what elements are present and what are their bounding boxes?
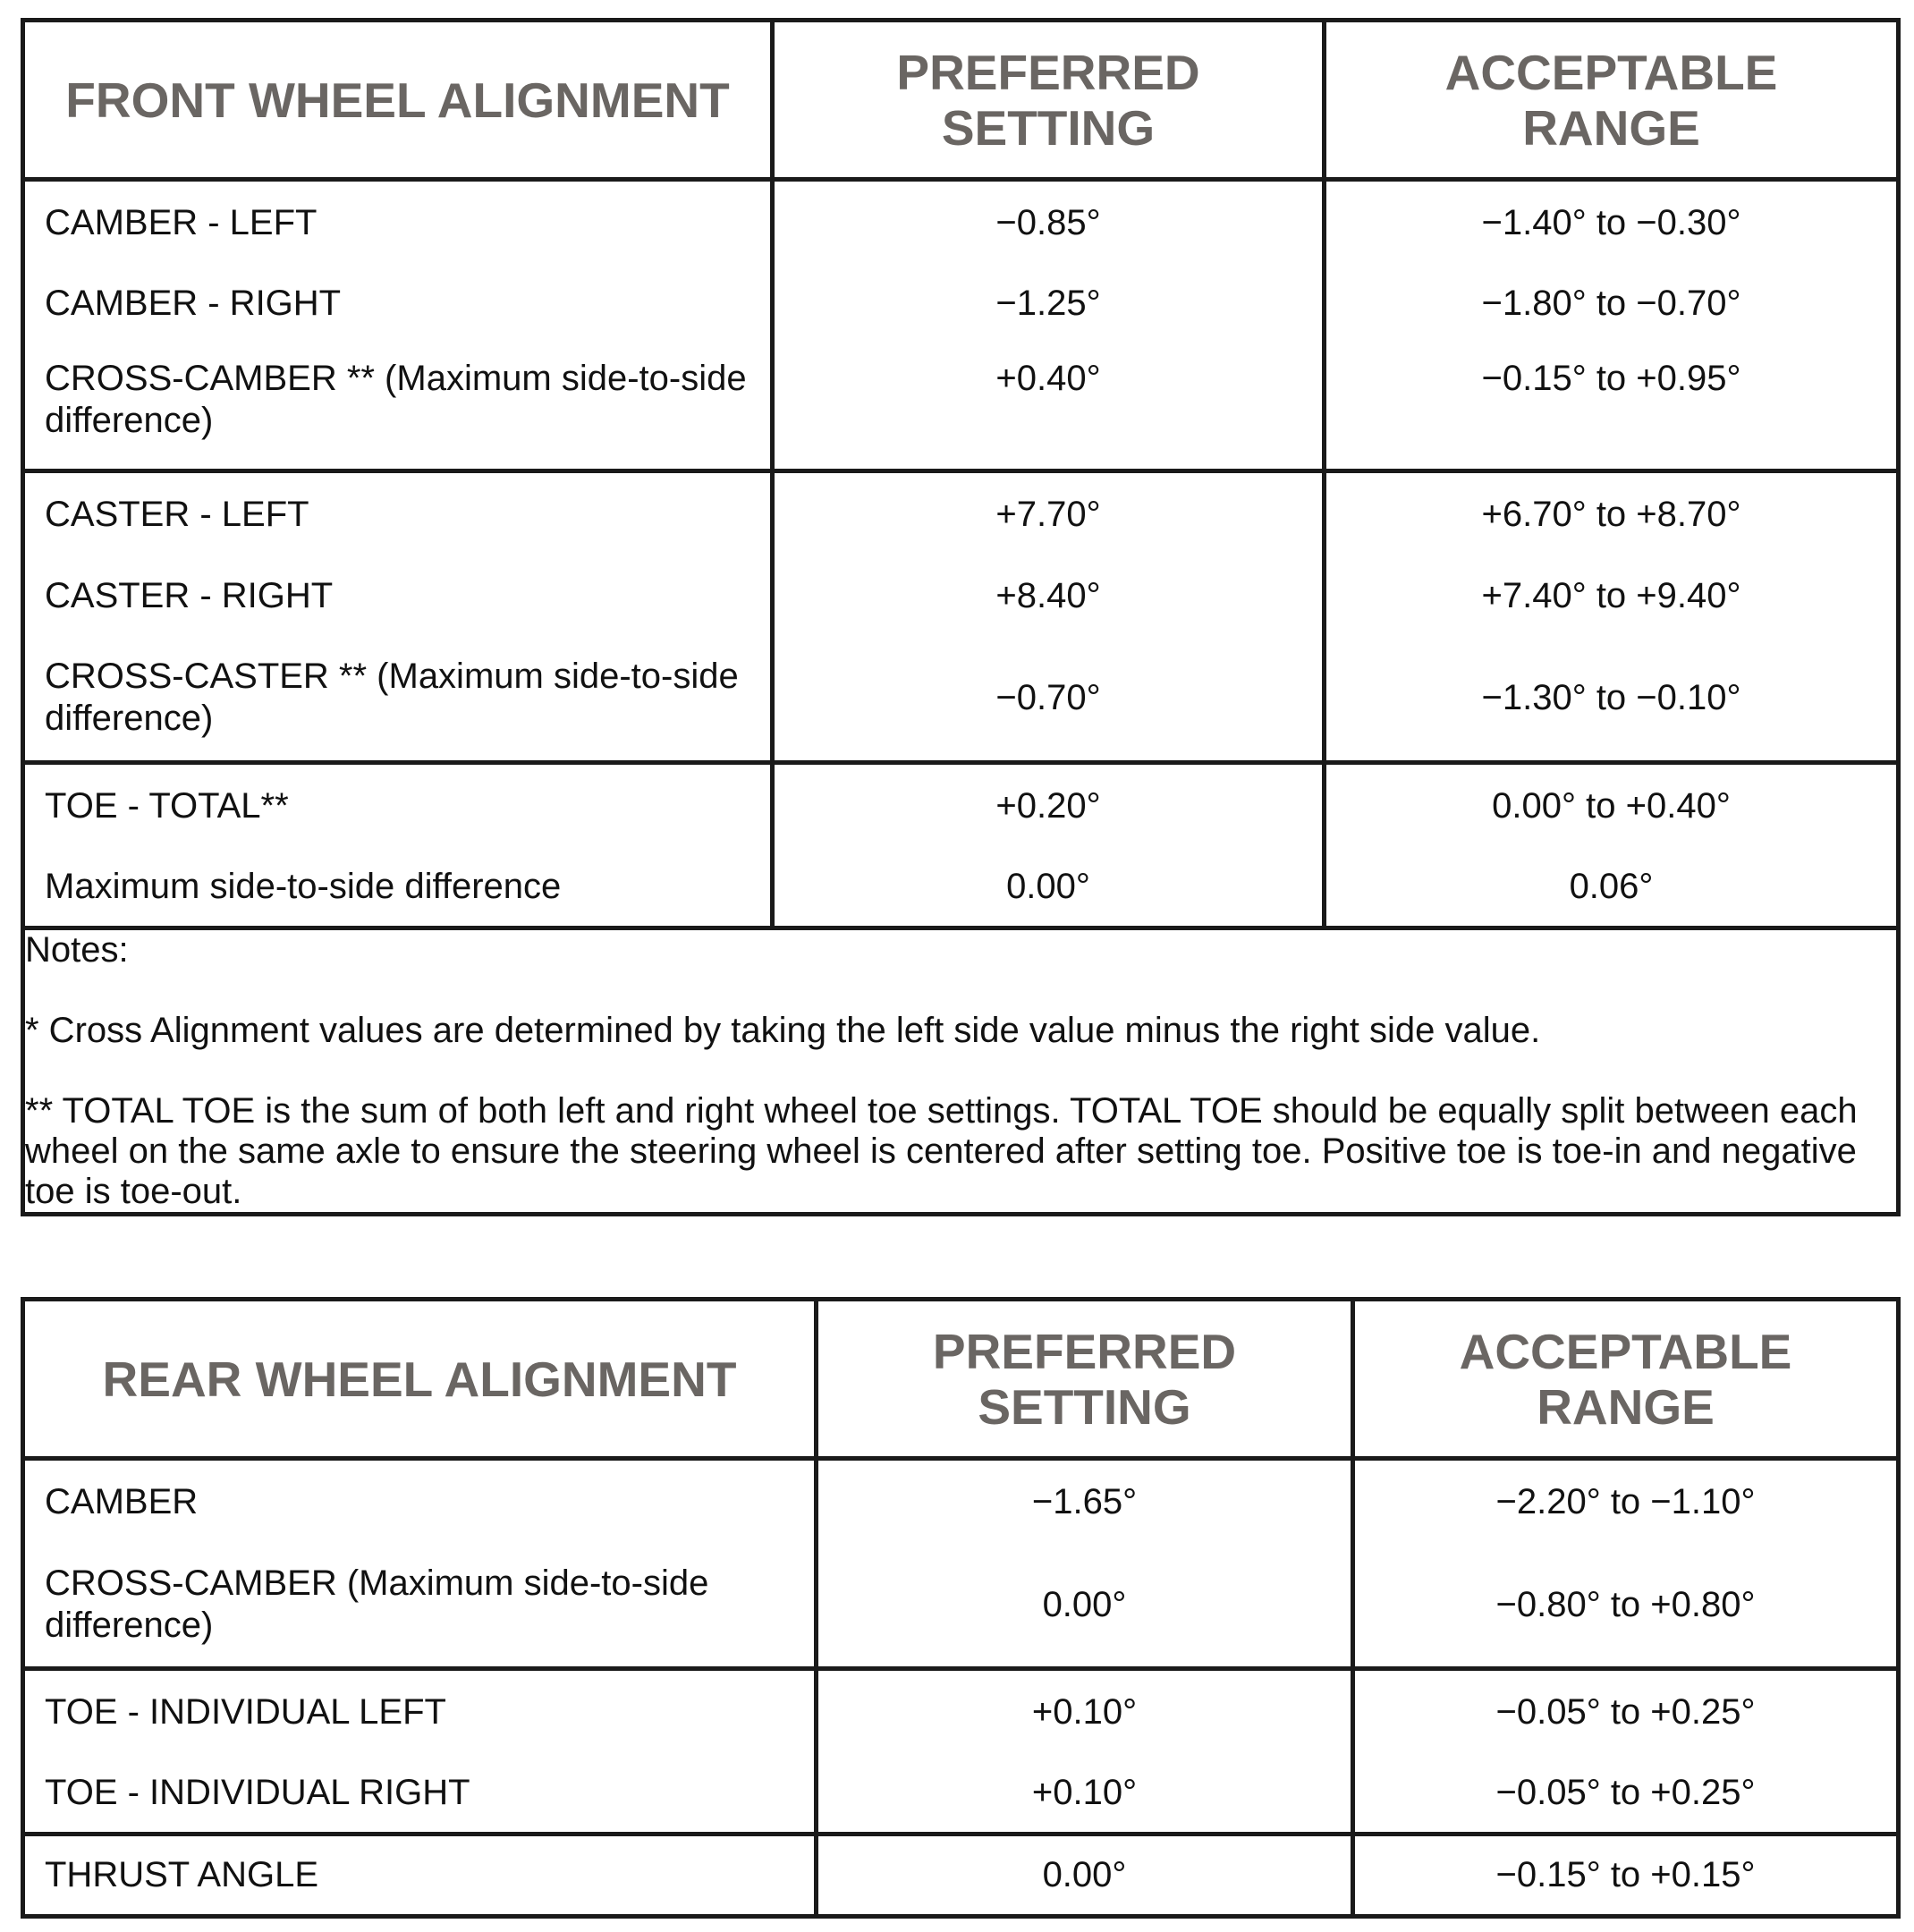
row-label: CROSS-CAMBER (Maximum side-to-side difference)	[23, 1544, 817, 1669]
note-cross-alignment: * Cross Alignment values are determined by taking the left side value minus the right side value.	[25, 1011, 1541, 1050]
range-value: −0.05° to +0.25°	[1353, 1754, 1899, 1835]
notes-heading: Notes:	[25, 930, 129, 970]
table-row	[23, 1835, 1899, 1917]
row-label: CASTER - RIGHT	[23, 557, 773, 636]
range-value: −1.80° to −0.70°	[1325, 265, 1899, 343]
range-value: −1.30° to −0.10°	[1325, 636, 1899, 763]
notes-block	[23, 928, 1899, 1215]
front-preferred-header-line1: PREFERRED	[896, 44, 1200, 100]
table-row	[23, 1754, 1899, 1835]
row-label: CASTER - LEFT	[23, 471, 773, 557]
preferred-value: 0.00°	[773, 848, 1325, 928]
table-row	[23, 1669, 1899, 1754]
preferred-value: +0.10°	[817, 1669, 1353, 1754]
preferred-value: +0.20°	[773, 763, 1325, 848]
range-value: −0.80° to +0.80°	[1353, 1544, 1899, 1669]
rear-header-row	[23, 1300, 1899, 1459]
range-value: −0.15° to +0.95°	[1325, 343, 1899, 471]
preferred-value: −0.85°	[773, 180, 1325, 265]
table-row	[23, 636, 1899, 763]
rear-preferred-header-line1: PREFERRED	[932, 1323, 1237, 1379]
range-value: +6.70° to +8.70°	[1325, 471, 1899, 557]
range-value: −0.15° to +0.15°	[1353, 1835, 1899, 1917]
front-range-header-line2: RANGE	[1522, 99, 1700, 156]
row-label: CAMBER - RIGHT	[23, 265, 773, 343]
preferred-value: 0.00°	[817, 1544, 1353, 1669]
row-label: THRUST ANGLE	[23, 1835, 817, 1917]
front-alignment-table	[21, 18, 1901, 1216]
note-total-toe: ** TOTAL TOE is the sum of both left and right wheel toe settings. TOTAL TOE should be equally split between each wheel on the same axle to ensure the steering wheel is centered after setting toe. Positive toe is toe-in and negative toe is toe-out.	[25, 1091, 1858, 1211]
rear-preferred-header-line2: SETTING	[978, 1378, 1191, 1435]
table-row	[23, 471, 1899, 557]
row-label: CAMBER - LEFT	[23, 180, 773, 265]
table-row	[23, 265, 1899, 343]
rear-preferred-header	[817, 1300, 1353, 1459]
row-label: CAMBER	[23, 1459, 817, 1544]
row-label: CROSS-CAMBER ** (Maximum side-to-side difference)	[23, 343, 773, 471]
preferred-value: +8.40°	[773, 557, 1325, 636]
row-label: TOE - INDIVIDUAL RIGHT	[23, 1754, 817, 1835]
preferred-value: −1.65°	[817, 1459, 1353, 1544]
front-preferred-header-line2: SETTING	[941, 99, 1156, 156]
front-header-row	[23, 21, 1899, 180]
front-range-header-line1: ACCEPTABLE	[1444, 44, 1778, 100]
preferred-value: 0.00°	[817, 1835, 1353, 1917]
table-row	[23, 1459, 1899, 1544]
rear-alignment-table	[21, 1297, 1901, 1919]
rear-range-header	[1353, 1300, 1899, 1459]
preferred-value: +7.70°	[773, 471, 1325, 557]
notes-row	[23, 928, 1899, 1215]
row-label: TOE - INDIVIDUAL LEFT	[23, 1669, 817, 1754]
row-label: TOE - TOTAL**	[23, 763, 773, 848]
table-row	[23, 1544, 1899, 1669]
front-preferred-header	[773, 21, 1325, 180]
range-value: −1.40° to −0.30°	[1325, 180, 1899, 265]
table-row	[23, 848, 1899, 928]
preferred-value: −0.70°	[773, 636, 1325, 763]
table-row	[23, 763, 1899, 848]
rear-title: REAR WHEEL ALIGNMENT	[23, 1300, 817, 1459]
row-label: CROSS-CASTER ** (Maximum side-to-side difference)	[23, 636, 773, 763]
front-range-header	[1325, 21, 1899, 180]
rear-range-header-line1: ACCEPTABLE	[1459, 1323, 1792, 1379]
range-value: 0.06°	[1325, 848, 1899, 928]
preferred-value: −1.25°	[773, 265, 1325, 343]
rear-range-header-line2: RANGE	[1537, 1378, 1715, 1435]
table-row	[23, 343, 1899, 471]
range-value: −2.20° to −1.10°	[1353, 1459, 1899, 1544]
range-value: −0.05° to +0.25°	[1353, 1669, 1899, 1754]
table-row	[23, 180, 1899, 265]
preferred-value: +0.40°	[773, 343, 1325, 471]
preferred-value: +0.10°	[817, 1754, 1353, 1835]
table-row	[23, 557, 1899, 636]
row-label: Maximum side-to-side difference	[23, 848, 773, 928]
range-value: 0.00° to +0.40°	[1325, 763, 1899, 848]
front-title: FRONT WHEEL ALIGNMENT	[23, 21, 773, 180]
range-value: +7.40° to +9.40°	[1325, 557, 1899, 636]
